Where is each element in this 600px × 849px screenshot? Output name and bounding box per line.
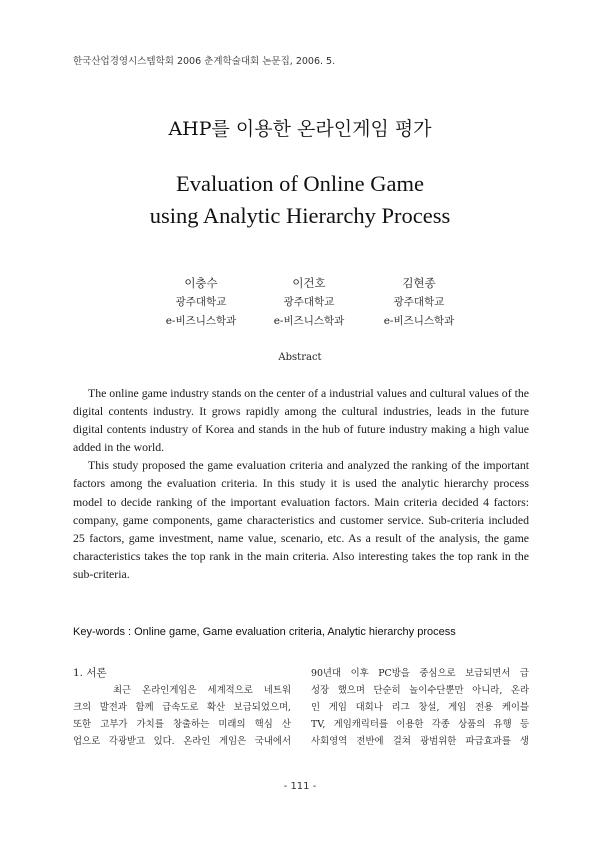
author-university: 광주대학교 xyxy=(175,296,227,308)
body-line: 사회영역 전반에 걸쳐 광범위한 파급효과를 생 xyxy=(311,736,529,748)
body-line: 인 게임 대회나 리그 창설, 게임 전용 케이블 xyxy=(311,702,529,714)
abstract-body xyxy=(73,384,529,583)
title-english xyxy=(0,168,600,232)
author-name: 이충수 xyxy=(184,276,218,290)
journal-header: 한국산업경영시스템학회 2006 춘계학술대회 논문집, 2006. 5. xyxy=(73,56,336,67)
author-department: e-비즈니스학과 xyxy=(383,315,455,327)
page-number: - 111 - xyxy=(283,781,317,792)
body-column-left xyxy=(73,665,291,750)
body-line: 최근 온라인게임은 세계적으로 네트워 xyxy=(113,685,291,697)
title-english-line-1: Evaluation of Online Game xyxy=(175,171,425,196)
author-name: 이건호 xyxy=(292,276,326,290)
author-department: e-비즈니스학과 xyxy=(165,315,237,327)
body-line: 또한 고부가 가치를 창출하는 미래의 핵심 산 xyxy=(73,719,291,731)
body-column-right xyxy=(311,665,529,750)
title-korean: AHP를 이용한 온라인게임 평가 xyxy=(168,118,432,140)
title-english-line-2: using Analytic Hierarchy Process xyxy=(149,203,451,228)
body-line: 90년대 이후 PC방을 중심으로 보급되면서 급 xyxy=(311,668,529,679)
keywords-line: Key-words : Online game, Game evaluation criteria, Analytic hierarchy process xyxy=(73,626,456,638)
abstract-heading: Abstract xyxy=(278,352,322,363)
body-line: 크의 발전과 함께 급속도로 확산 보급되었으며, xyxy=(73,702,291,714)
abstract-paragraph-1: The online game industry stands on the center of a industrial values and cultural values of the digital contents industry. It grows rapidly among the cultural industries, leads in the future digital contents industry of Korea and stands in the hub of future industry making a high value added in the world. xyxy=(73,386,529,455)
abstract-paragraph-2: This study proposed the game evaluation criteria and analyzed the ranking of the important factors among the evaluation criteria. In this study it is used the analytic hierarchy process model to decide ranking of the important evaluation factors. Main criteria decided 4 factors: company, game components, game characteristics and customer service. Sub-criteria included 25 factors, game investment, name value, scenario, etc. As a result of the analysis, the game characteristics takes the top rank in the main criteria. Also interesting takes the top rank in the sub-criteria. xyxy=(73,458,529,581)
author-university: 광주대학교 xyxy=(393,296,445,308)
author-3 xyxy=(354,274,484,331)
author-department: e-비즈니스학과 xyxy=(273,315,345,327)
section-title: 1. 서론 xyxy=(73,667,107,679)
author-name: 김현종 xyxy=(402,276,436,290)
body-line: TV, 게임캐릭터를 이용한 각종 상품의 유행 등 xyxy=(311,719,529,731)
body-line: 성장 했으며 단순히 놀이수단뿐만 아니라, 온라 xyxy=(311,685,529,697)
body-line: 업으로 각광받고 있다. 온라인 게임은 국내에서 xyxy=(73,736,291,748)
author-university: 광주대학교 xyxy=(283,296,335,308)
